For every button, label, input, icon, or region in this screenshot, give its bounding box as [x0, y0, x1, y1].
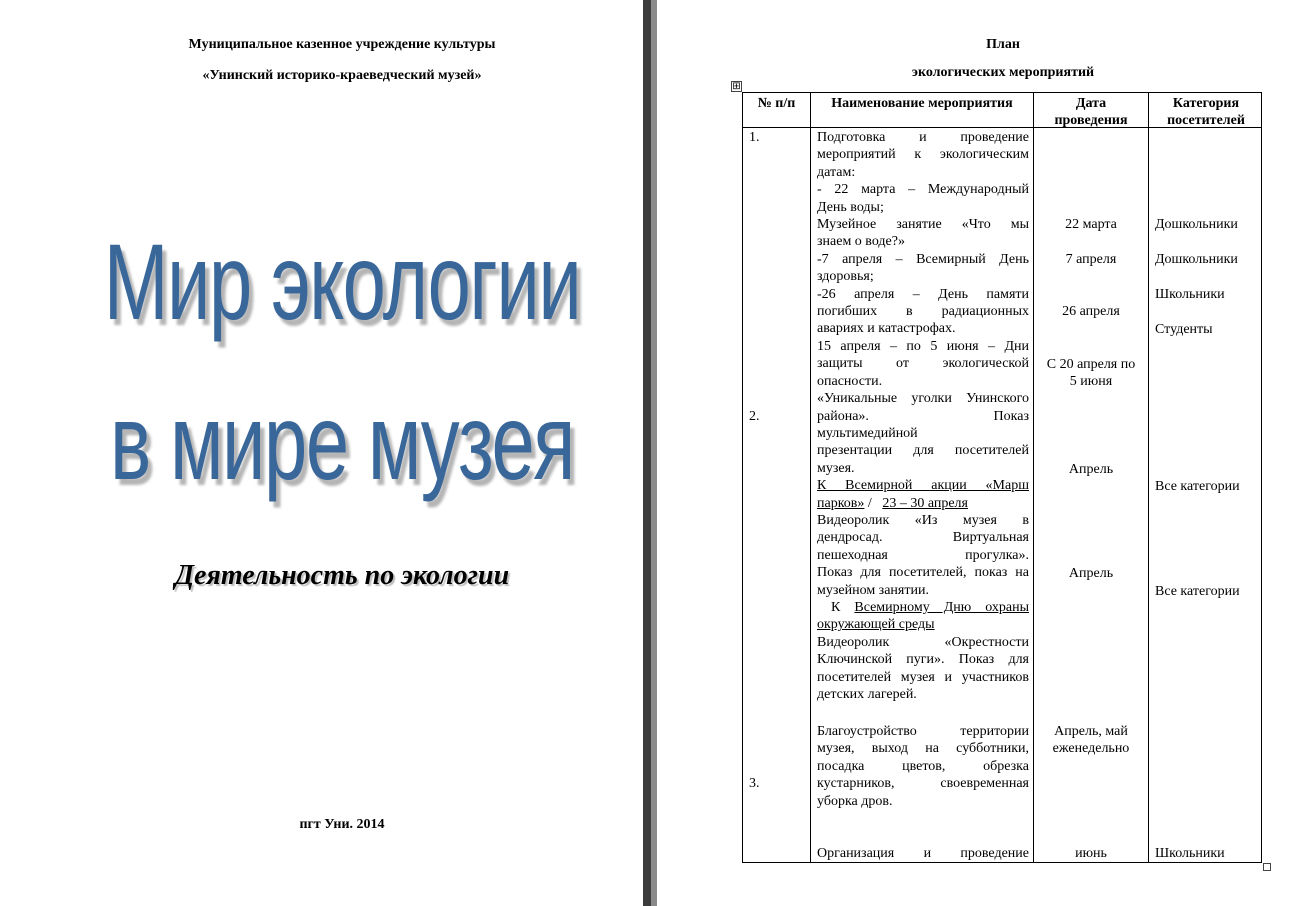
event-name-line: Ключинской пуги». Показ для — [817, 652, 1029, 668]
header-date-line: Дата — [1075, 96, 1107, 111]
event-name-line: детских лагерей. — [817, 687, 917, 702]
event-name-line: мероприятий к экологическим — [817, 147, 1029, 163]
event-date: 26 апреля — [1062, 304, 1120, 319]
event-date: еженедельно — [1052, 741, 1130, 756]
event-name-line: погибших в радиационных — [817, 304, 1029, 320]
event-name-line: Подготовка и проведение — [817, 130, 1029, 145]
wordart-title-line1[interactable]: Мир экологии — [103, 221, 581, 342]
event-name-line: опасности. — [817, 373, 883, 389]
event-name-line: знаем о воде?» — [817, 234, 905, 250]
header-category-line: посетителей — [1167, 113, 1245, 128]
event-name-line: мультимедийной — [817, 425, 918, 441]
event-date: 22 марта — [1065, 217, 1117, 232]
event-name-line: авариях и катастрофах. — [817, 321, 956, 337]
marsh-date: 23 – 30 апреля — [882, 495, 968, 511]
visitor-category: Школьники — [1155, 287, 1225, 302]
visitor-category: Студенты — [1155, 322, 1213, 337]
event-name-line: Благоустройство территории — [817, 724, 1029, 739]
event-date: 5 июня — [1069, 374, 1113, 389]
marsh-title-cont: парков» — [817, 495, 865, 511]
event-name-line: уборка дров. — [817, 793, 893, 809]
event-name-line — [817, 477, 1029, 494]
event-name-line: Организация и проведение — [817, 846, 1029, 861]
org-name-line2: «Унинский историко-краеведческий музей» — [202, 68, 482, 83]
event-date: Апрель — [1068, 462, 1114, 477]
event-name-block — [817, 723, 1029, 810]
event-name-line: здоровья; — [817, 269, 874, 285]
header-category — [1149, 95, 1263, 129]
event-name-block — [817, 845, 1029, 862]
wordart-title-line2[interactable]: в мире музея — [110, 381, 574, 502]
visitor-category: Дошкольники — [1155, 252, 1238, 267]
event-name-line: презентации для посетителей — [817, 443, 1029, 459]
column-divider — [810, 93, 811, 862]
event-name-line — [817, 599, 1029, 616]
org-name-line1: Муниципальное казенное учреждение культуры — [188, 37, 496, 52]
visitor-category: Все категории — [1155, 584, 1240, 599]
plan-subtitle: экологических мероприятий — [911, 65, 1095, 80]
events-table — [742, 92, 1262, 863]
row-number: 1. — [749, 130, 760, 145]
header-date — [1034, 95, 1148, 129]
event-date: июнь — [1075, 846, 1107, 861]
event-name-line — [817, 495, 1029, 512]
event-name-line — [817, 616, 1029, 633]
cover-subtitle: Деятельность по экологии — [174, 560, 510, 591]
event-date: 7 апреля — [1065, 252, 1117, 267]
event-name-line: кустарников, своевременная — [817, 776, 1029, 792]
text-cursor — [1261, 130, 1262, 144]
row-number: 3. — [749, 776, 760, 791]
event-date: Апрель, май — [1054, 724, 1128, 739]
event-name-line: дендросад. Виртуальная — [817, 530, 1029, 546]
event-name-line: День воды; — [817, 199, 884, 215]
env-day-title: Всемирному Дню охраны — [854, 599, 1030, 615]
visitor-category: Все категории — [1155, 479, 1240, 494]
visitor-category: Школьники — [1155, 846, 1225, 861]
marsh-title: К Всемирной акции «Марш — [817, 478, 1029, 494]
event-name-line: 15 апреля – по 5 июня – Дни — [817, 338, 1029, 354]
event-name-line: посетителей музея и участников — [817, 669, 1029, 685]
event-name-line: музея. — [817, 460, 855, 476]
event-name-line: «Уникальные уголки Унинского — [817, 391, 1029, 407]
event-name-line: района». Показ — [817, 408, 1029, 424]
cover-footer: пгт Уни. 2014 — [299, 817, 385, 832]
event-name-line: музейном занятии. — [817, 582, 929, 598]
env-day-title-cont: окружающей среды — [817, 617, 935, 633]
event-name-line: датам: — [817, 164, 856, 180]
header-name: Наименование мероприятия — [831, 96, 1013, 111]
event-name-block — [817, 129, 1029, 703]
header-number: № п/п — [757, 96, 796, 111]
event-name-line: Показ для посетителей, показ на — [817, 565, 1029, 581]
page-divider — [643, 0, 657, 906]
header-category-line: Категория — [1172, 96, 1240, 111]
event-name-line: защиты от экологической — [817, 356, 1029, 372]
table-move-handle-icon[interactable]: ⊞ — [732, 81, 741, 92]
event-date: Апрель — [1068, 566, 1114, 581]
header-date-line: проведения — [1054, 113, 1128, 128]
event-name-line: пешеходная прогулка». — [817, 547, 1029, 563]
event-name-line: -7 апреля – Всемирный День — [817, 251, 1029, 267]
event-date: С 20 апреля по — [1046, 357, 1136, 372]
event-name-line: Музейное занятие «Что мы — [817, 217, 1029, 233]
row-number: 2. — [749, 409, 760, 424]
event-name-line: - 22 марта – Международный — [817, 182, 1029, 198]
column-divider — [1148, 93, 1149, 862]
event-name-line: -26 апреля – День памяти — [817, 286, 1029, 302]
event-name-line: музея, выход на субботники, — [817, 741, 1029, 757]
plan-title: План — [986, 37, 1020, 52]
event-name-line: посадка цветов, обрезка — [817, 758, 1029, 774]
visitor-category: Дошкольники — [1155, 217, 1238, 232]
table-resize-handle[interactable] — [1263, 863, 1271, 871]
env-day-prefix: К — [817, 599, 855, 615]
event-name-line: Видеоролик «Окрестности — [817, 634, 1029, 650]
marsh-separator: / — [864, 495, 883, 511]
event-name-line: Видеоролик «Из музея в — [817, 512, 1029, 528]
